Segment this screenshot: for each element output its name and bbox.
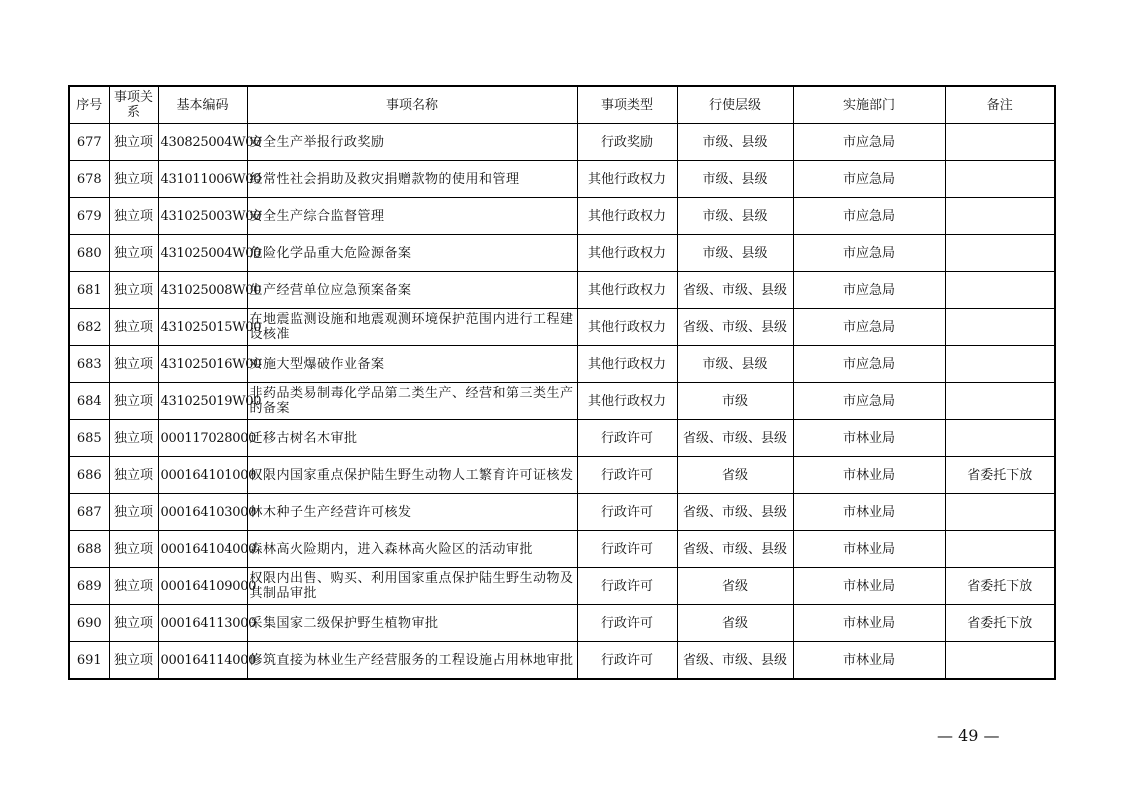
cell-dept: 市林业局: [793, 642, 945, 680]
cell-relation: 独立项: [109, 235, 158, 272]
header-note: 备注: [945, 86, 1055, 124]
cell-level: 市级、县级: [677, 161, 793, 198]
cell-code: 000164104000: [158, 531, 247, 568]
cell-type: 其他行政权力: [577, 235, 677, 272]
cell-level: 省级、市级、县级: [677, 309, 793, 346]
cell-seq: 680: [69, 235, 109, 272]
table-row: [69, 457, 1055, 494]
header-seq: 序号: [69, 86, 109, 124]
cell-level: 省级、市级、县级: [677, 494, 793, 531]
cell-note: [945, 161, 1055, 198]
table-row: [69, 124, 1055, 161]
header-name: 事项名称: [247, 86, 577, 124]
cell-name: 权限内国家重点保护陆生野生动物人工繁育许可证核发: [247, 457, 577, 494]
cell-code: 000164109000: [158, 568, 247, 605]
cell-note: [945, 272, 1055, 309]
cell-dept: 市林业局: [793, 420, 945, 457]
cell-level: 市级、县级: [677, 346, 793, 383]
table-row: [69, 272, 1055, 309]
cell-name: 安全生产举报行政奖励: [247, 124, 577, 161]
cell-name: 采集国家二级保护野生植物审批: [247, 605, 577, 642]
cell-code: 431025008W00: [158, 272, 247, 309]
table-header-row: [69, 86, 1055, 124]
cell-name: 林木种子生产经营许可核发: [247, 494, 577, 531]
cell-seq: 689: [69, 568, 109, 605]
cell-name: 经常性社会捐助及救灾捐赠款物的使用和管理: [247, 161, 577, 198]
cell-code: 000164114000: [158, 642, 247, 680]
cell-type: 其他行政权力: [577, 309, 677, 346]
cell-code: 000164103000: [158, 494, 247, 531]
header-level: 行使层级: [677, 86, 793, 124]
cell-type: 行政许可: [577, 494, 677, 531]
cell-relation: 独立项: [109, 309, 158, 346]
cell-note: 省委托下放: [945, 605, 1055, 642]
cell-name: 危险化学品重大危险源备案: [247, 235, 577, 272]
cell-note: [945, 420, 1055, 457]
cell-note: [945, 198, 1055, 235]
cell-note: 省委托下放: [945, 568, 1055, 605]
cell-relation: 独立项: [109, 531, 158, 568]
cell-dept: 市应急局: [793, 198, 945, 235]
cell-dept: 市应急局: [793, 272, 945, 309]
cell-code: 000117028000: [158, 420, 247, 457]
cell-seq: 678: [69, 161, 109, 198]
cell-code: 431025015W00: [158, 309, 247, 346]
cell-code: 000164101000: [158, 457, 247, 494]
cell-seq: 687: [69, 494, 109, 531]
cell-name: 非药品类易制毒化学品第二类生产、经营和第三类生产的备案: [247, 383, 577, 420]
table-row: [69, 235, 1055, 272]
cell-level: 省级: [677, 457, 793, 494]
cell-relation: 独立项: [109, 420, 158, 457]
table-row: [69, 531, 1055, 568]
table-row: [69, 198, 1055, 235]
cell-type: 行政许可: [577, 420, 677, 457]
cell-type: 其他行政权力: [577, 383, 677, 420]
cell-type: 其他行政权力: [577, 346, 677, 383]
cell-level: 省级、市级、县级: [677, 531, 793, 568]
cell-note: 省委托下放: [945, 457, 1055, 494]
cell-seq: 685: [69, 420, 109, 457]
cell-type: 其他行政权力: [577, 161, 677, 198]
cell-code: 431025019W00: [158, 383, 247, 420]
cell-level: 市级、县级: [677, 124, 793, 161]
table-row: [69, 346, 1055, 383]
table-body: [69, 124, 1055, 680]
cell-note: [945, 494, 1055, 531]
header-type: 事项类型: [577, 86, 677, 124]
cell-name: 修筑直接为林业生产经营服务的工程设施占用林地审批: [247, 642, 577, 680]
cell-relation: 独立项: [109, 198, 158, 235]
cell-code: 430825004W00: [158, 124, 247, 161]
cell-type: 其他行政权力: [577, 272, 677, 309]
cell-seq: 683: [69, 346, 109, 383]
cell-note: [945, 383, 1055, 420]
cell-dept: 市林业局: [793, 568, 945, 605]
cell-note: [945, 124, 1055, 161]
table-row: [69, 309, 1055, 346]
cell-type: 行政许可: [577, 605, 677, 642]
cell-seq: 681: [69, 272, 109, 309]
cell-note: [945, 642, 1055, 680]
cell-name: 在地震监测设施和地震观测环境保护范围内进行工程建设核准: [247, 309, 577, 346]
cell-relation: 独立项: [109, 383, 158, 420]
table-row: [69, 642, 1055, 680]
cell-seq: 682: [69, 309, 109, 346]
cell-dept: 市应急局: [793, 161, 945, 198]
cell-relation: 独立项: [109, 605, 158, 642]
cell-note: [945, 531, 1055, 568]
cell-level: 市级、县级: [677, 198, 793, 235]
cell-dept: 市应急局: [793, 309, 945, 346]
cell-relation: 独立项: [109, 124, 158, 161]
cell-name: 森林高火险期内，进入森林高火险区的活动审批: [247, 531, 577, 568]
header-code: 基本编码: [158, 86, 247, 124]
cell-level: 省级: [677, 568, 793, 605]
cell-seq: 677: [69, 124, 109, 161]
cell-note: [945, 346, 1055, 383]
cell-code: 000164113000: [158, 605, 247, 642]
cell-level: 省级、市级、县级: [677, 272, 793, 309]
header-relation: 事项关系: [109, 86, 158, 124]
cell-type: 行政许可: [577, 568, 677, 605]
cell-type: 行政许可: [577, 642, 677, 680]
cell-name: 安全生产综合监督管理: [247, 198, 577, 235]
cell-dept: 市林业局: [793, 494, 945, 531]
cell-type: 行政许可: [577, 457, 677, 494]
cell-seq: 688: [69, 531, 109, 568]
cell-dept: 市应急局: [793, 124, 945, 161]
cell-level: 市级: [677, 383, 793, 420]
cell-type: 行政奖励: [577, 124, 677, 161]
cell-seq: 679: [69, 198, 109, 235]
cell-code: 431011006W00: [158, 161, 247, 198]
page-number: — 49 —: [937, 726, 1000, 745]
cell-code: 431025004W00: [158, 235, 247, 272]
cell-relation: 独立项: [109, 161, 158, 198]
cell-type: 行政许可: [577, 531, 677, 568]
cell-code: 431025016W00: [158, 346, 247, 383]
cell-dept: 市应急局: [793, 235, 945, 272]
cell-name: 实施大型爆破作业备案: [247, 346, 577, 383]
cell-note: [945, 235, 1055, 272]
cell-dept: 市应急局: [793, 383, 945, 420]
table-row: [69, 383, 1055, 420]
cell-dept: 市林业局: [793, 605, 945, 642]
table-row: [69, 494, 1055, 531]
cell-dept: 市林业局: [793, 457, 945, 494]
cell-name: 权限内出售、购买、利用国家重点保护陆生野生动物及其制品审批: [247, 568, 577, 605]
cell-seq: 686: [69, 457, 109, 494]
cell-dept: 市应急局: [793, 346, 945, 383]
header-dept: 实施部门: [793, 86, 945, 124]
table-row: [69, 161, 1055, 198]
cell-name: 生产经营单位应急预案备案: [247, 272, 577, 309]
cell-seq: 691: [69, 642, 109, 680]
items-table: [68, 85, 1056, 680]
cell-level: 市级、县级: [677, 235, 793, 272]
cell-seq: 684: [69, 383, 109, 420]
cell-relation: 独立项: [109, 568, 158, 605]
cell-relation: 独立项: [109, 457, 158, 494]
cell-code: 431025003W00: [158, 198, 247, 235]
cell-relation: 独立项: [109, 494, 158, 531]
cell-level: 省级、市级、县级: [677, 642, 793, 680]
cell-name: 迁移古树名木审批: [247, 420, 577, 457]
cell-note: [945, 309, 1055, 346]
table-row: [69, 605, 1055, 642]
table-row: [69, 420, 1055, 457]
cell-relation: 独立项: [109, 346, 158, 383]
cell-type: 其他行政权力: [577, 198, 677, 235]
cell-relation: 独立项: [109, 642, 158, 680]
cell-relation: 独立项: [109, 272, 158, 309]
cell-seq: 690: [69, 605, 109, 642]
cell-level: 省级: [677, 605, 793, 642]
table-row: [69, 568, 1055, 605]
cell-level: 省级、市级、县级: [677, 420, 793, 457]
cell-dept: 市林业局: [793, 531, 945, 568]
